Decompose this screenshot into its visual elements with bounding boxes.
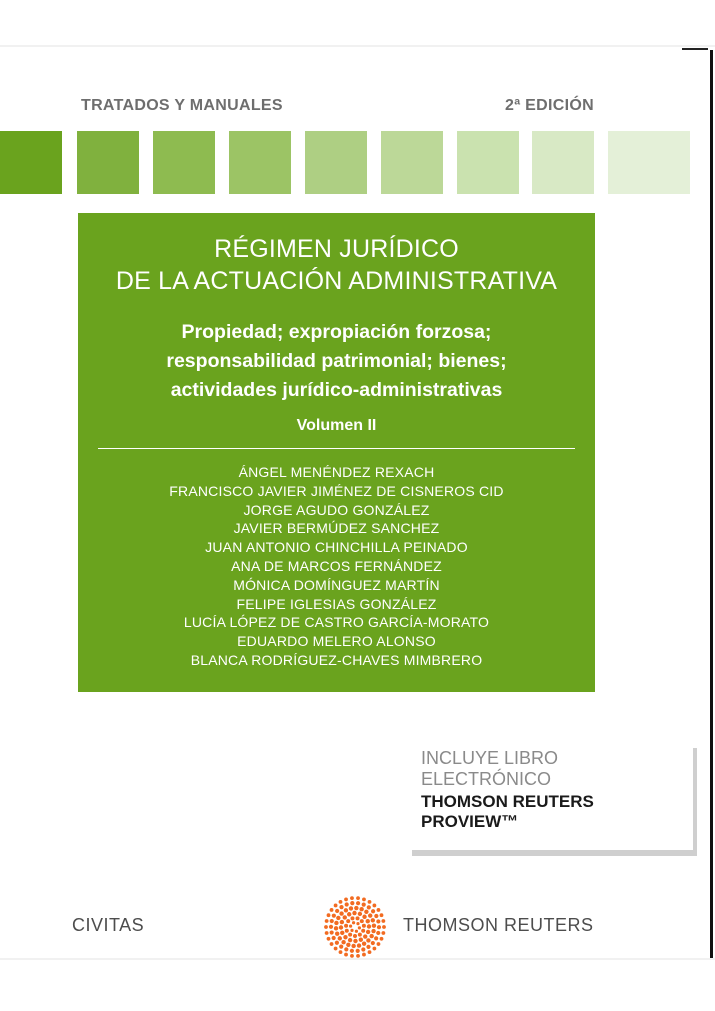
logo-dot	[339, 925, 343, 929]
ebook-line: ELECTRÓNICO	[421, 769, 552, 789]
logo-dot	[344, 953, 348, 957]
logo-dot	[346, 943, 350, 947]
edge-mark	[682, 48, 708, 50]
logo-dot	[360, 919, 364, 923]
logo-dot	[336, 916, 340, 920]
logo-dot	[376, 919, 380, 923]
logo-dot	[362, 898, 366, 902]
color-tile	[457, 131, 519, 194]
logo-dot	[371, 941, 375, 945]
logo-dot	[344, 898, 348, 902]
ebook-line: INCLUYE LIBRO	[421, 748, 559, 768]
logo-dot	[327, 937, 331, 941]
publisher-name: THOMSON REUTERS	[403, 915, 594, 935]
logo-dot	[344, 924, 348, 928]
color-tile	[77, 131, 139, 194]
logo-dot	[339, 950, 343, 954]
logo-dot	[381, 919, 385, 923]
logo-dot	[330, 908, 334, 912]
logo-dot	[345, 902, 349, 906]
logo-dot	[338, 936, 342, 940]
logo-dot	[376, 931, 380, 935]
color-tile	[608, 131, 690, 194]
color-tile	[532, 131, 594, 194]
author-name: EDUARDO MELERO ALONSO	[237, 633, 436, 650]
color-tile	[305, 131, 367, 194]
logo-dot	[348, 933, 352, 937]
color-tile	[229, 131, 291, 194]
author-name: ÁNGEL MENÉNDEZ REXACH	[238, 464, 435, 480]
logo-dot	[362, 953, 366, 957]
logo-dot	[347, 912, 351, 916]
logo-dot	[339, 900, 343, 904]
logo-dot	[327, 913, 331, 917]
volume-label: Volumen II	[296, 417, 377, 434]
logo-dot	[339, 945, 343, 949]
author-name: FELIPE IGLESIAS GONZÁLEZ	[236, 595, 437, 612]
logo-dot	[334, 921, 338, 925]
color-tile	[153, 131, 215, 194]
logo-dot	[361, 929, 365, 933]
ebook-brand-text	[421, 792, 594, 832]
logo-dot	[334, 904, 338, 908]
book-title	[78, 233, 595, 297]
logo-dot	[366, 930, 370, 934]
ebook-includes-text	[421, 748, 558, 790]
logo-dot	[343, 935, 347, 939]
logo-dot	[330, 930, 334, 934]
logo-dot	[362, 924, 366, 928]
logo-dot	[356, 896, 360, 900]
book-title-line: DE LA ACTUACIÓN ADMINISTRATIVA	[115, 267, 558, 295]
logo-dot	[332, 914, 336, 918]
logo-dot	[324, 925, 328, 929]
logo-dot	[366, 919, 370, 923]
logo-dot	[362, 941, 366, 945]
logo-dot	[344, 947, 348, 951]
logo-dot	[371, 909, 375, 913]
logo-dot	[366, 945, 370, 949]
logo-dot	[377, 942, 381, 946]
logo-dot	[367, 924, 371, 928]
logo-dot	[368, 950, 372, 954]
logo-dot	[343, 915, 347, 919]
logo-dot	[335, 909, 339, 913]
bottom-rule	[0, 958, 715, 960]
subtitle-line: Propiedad; expropiación forzosa;	[181, 321, 492, 343]
logo-dot	[341, 940, 345, 944]
color-tile	[0, 131, 62, 194]
logo-dot	[357, 943, 361, 947]
logo-dot	[330, 919, 334, 923]
logo-dot	[362, 903, 366, 907]
logo-dot	[349, 906, 353, 910]
logo-dot	[371, 918, 375, 922]
logo-dot	[335, 941, 339, 945]
logo-dot	[382, 925, 386, 929]
logo-dot	[374, 936, 378, 940]
logo-dot	[380, 913, 384, 917]
ebook-badge	[407, 740, 693, 850]
logo-dot	[369, 934, 373, 938]
logo-dot	[380, 937, 384, 941]
logo-dot	[348, 938, 352, 942]
logo-dot	[340, 931, 344, 935]
ebook-line: THOMSON REUTERS	[421, 792, 594, 811]
author-name: JUAN ANTONIO CHINCHILLA PEINADO	[205, 539, 468, 556]
book-subtitle	[78, 318, 595, 405]
logo-dot	[325, 931, 329, 935]
logo-dot	[335, 931, 339, 935]
logo-dot	[345, 929, 349, 933]
logo-dot	[332, 936, 336, 940]
logo-dot	[352, 921, 355, 924]
author-name: JORGE AGUDO GONZÁLEZ	[243, 501, 430, 518]
author-name: LUCÍA LÓPEZ DE CASTRO GARCÍA-MORATO	[183, 614, 490, 631]
logo-dot	[366, 938, 370, 942]
logo-dot	[377, 925, 381, 929]
logo-dot	[349, 924, 352, 927]
logo-dot	[359, 907, 363, 911]
logo-dot	[340, 920, 344, 924]
color-tile	[381, 131, 443, 194]
logo-dot	[373, 947, 377, 951]
divider	[98, 448, 575, 449]
logo-dot	[359, 938, 363, 942]
logo-dot	[372, 923, 376, 927]
logo-dot	[361, 947, 365, 951]
logo-dot	[358, 912, 362, 916]
logo-dot	[367, 905, 371, 909]
logo-dot	[334, 926, 338, 930]
logo-dot	[358, 926, 361, 929]
author-name: FRANCISCO JAVIER JIMÉNEZ DE CISNEROS CID	[169, 482, 504, 499]
logo-dot	[373, 904, 377, 908]
logo-dot	[350, 929, 353, 932]
thomson-reuters-logo-icon	[323, 895, 387, 959]
logo-dot	[351, 944, 355, 948]
logo-dot	[350, 949, 354, 953]
logo-dot	[362, 915, 366, 919]
logo-dot	[330, 942, 334, 946]
logo-dot	[350, 916, 354, 920]
logo-dot	[368, 900, 372, 904]
logo-dot	[329, 925, 333, 929]
logo-dot	[339, 905, 343, 909]
edition-label: 2ª EDICIÓN	[505, 97, 594, 114]
author-name: MÓNICA DOMÍNGUEZ MARTÍN	[233, 576, 440, 593]
logo-dot	[355, 930, 358, 933]
logo-dot	[358, 933, 362, 937]
logo-dot	[374, 914, 378, 918]
logo-dot	[350, 901, 354, 905]
author-name: JAVIER BERMÚDEZ SANCHEZ	[233, 520, 440, 537]
logo-dot	[368, 913, 372, 917]
logo-dot	[364, 910, 368, 914]
subtitle-line: actividades jurídico-administrativas	[170, 379, 503, 401]
logo-dot	[353, 939, 357, 943]
logo-dot	[381, 931, 385, 935]
logo-dot	[350, 896, 354, 900]
logo-dot	[356, 922, 359, 925]
author-name: ANA DE MARCOS FERNÁNDEZ	[231, 557, 442, 574]
imprint-name: CIVITAS	[72, 915, 145, 935]
top-rule	[0, 45, 715, 47]
logo-dot	[356, 901, 360, 905]
title-panel	[78, 213, 595, 692]
author-list	[78, 463, 595, 670]
series-title: TRATADOS Y MANUALES	[81, 97, 283, 114]
subtitle-line: responsabilidad patrimonial; bienes;	[166, 350, 507, 372]
logo-dot	[354, 906, 358, 910]
logo-dot	[377, 908, 381, 912]
logo-dot	[356, 949, 360, 953]
logo-dot	[352, 911, 356, 915]
logo-dot	[353, 934, 357, 938]
book-title-line: RÉGIMEN JURÍDICO	[214, 235, 459, 263]
logo-dot	[334, 947, 338, 951]
author-name: BLANCA RODRÍGUEZ-CHAVES MIMBRERO	[190, 651, 483, 668]
ebook-line: PROVIEW™	[421, 812, 519, 831]
logo-dot	[325, 919, 329, 923]
logo-dot	[371, 929, 375, 933]
logo-dot	[344, 908, 348, 912]
edge-line	[710, 50, 713, 960]
logo-dot	[339, 911, 343, 915]
logo-dot	[356, 916, 360, 920]
logo-dot	[346, 919, 350, 923]
logo-dot	[363, 934, 367, 938]
